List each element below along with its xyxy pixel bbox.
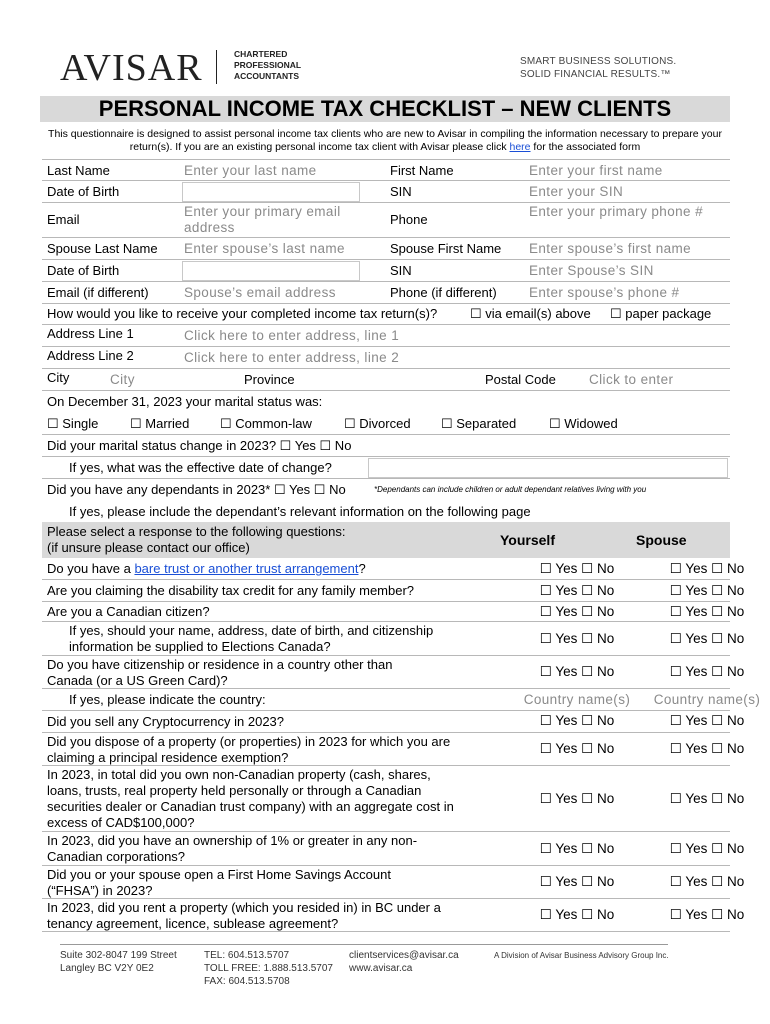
page-title: PERSONAL INCOME TAX CHECKLIST – NEW CLIENTS — [40, 96, 730, 122]
contact-links — [349, 949, 459, 975]
phone-numbers: TEL: 604.513.5707 TOLL FREE: 1.888.513.5707 FAX: 604.513.5708 — [204, 950, 333, 987]
spouse-yes-no[interactable]: ☐ Yes ☐ No — [669, 874, 745, 889]
widowed-checkbox[interactable]: ☐ Widowed — [549, 416, 618, 431]
yourself-yes-no[interactable]: ☐ Yes ☐ No — [539, 907, 615, 922]
question-row: Did you sell any Cryptocurrency in 2023? ☐ Yes ☐ No ☐ Yes ☐ No — [42, 711, 730, 733]
question-row: Did you dispose of a property (or properties) in 2023 for which you are claiming a principal residence exemption? ☐ Yes ☐ No ☐ Yes ☐ No — [42, 733, 730, 766]
spouse-yes-no[interactable]: ☐ Yes ☐ No — [669, 713, 745, 728]
question-row: In 2023, in total did you own non-Canadian property (cash, shares, loans, trusts, real property held personally or through a Canadian securities dealer or Canadian trust company) with an aggregate cost in excess of CAD$100,000? ☐ Yes ☐ No ☐ Yes ☐ No — [42, 766, 730, 832]
spouse-dob-input[interactable] — [182, 261, 360, 281]
spouse-yes-no[interactable]: ☐ Yes ☐ No — [669, 791, 745, 806]
yourself-yes-no[interactable]: ☐ Yes ☐ No — [539, 604, 615, 619]
bare-trust-link[interactable]: bare trust or another trust arrangement — [134, 561, 359, 576]
office-address: Suite 302-8047 199 Street Langley BC V2Y 0E2 — [60, 950, 177, 974]
question-row: If yes, please indicate the country: Country name(s) Country name(s) — [42, 689, 730, 711]
question-row: In 2023, did you have an ownership of 1% or greater in any non-Canadian corporations? ☐ Yes ☐ No ☐ Yes ☐ No — [42, 832, 730, 866]
yourself-yes-no[interactable]: ☐ Yes ☐ No — [539, 583, 615, 598]
married-checkbox[interactable]: ☐ Married — [130, 416, 190, 431]
address-line2-row: Address Line 2 Click here to enter address, line 2 — [42, 347, 730, 369]
question-row: Do you have citizenship or residence in a country other than Canada (or a US Green Card)? ☐ Yes ☐ No ☐ Yes ☐ No — [42, 656, 730, 689]
yourself-header: Yourself — [500, 532, 555, 548]
email-phone-row: Email Enter your primary email address Phone Enter your primary phone # — [42, 203, 730, 238]
email-input[interactable]: Enter your primary email address — [184, 204, 341, 235]
spouse-yes-no[interactable]: ☐ Yes ☐ No — [669, 604, 745, 619]
yourself-yes-no[interactable]: ☐ Yes ☐ No — [539, 664, 615, 679]
single-checkbox[interactable]: ☐ Single — [47, 416, 99, 431]
marital-change-checkboxes[interactable]: Did your marital status change in 2023? ☐ Yes ☐ No — [47, 438, 352, 453]
intro-text: This questionnaire is designed to assist personal income tax clients who are new to Avisar in compiling the information necessary to prepare your return(s). If you are an existing personal income tax client with Avisar please click here for the associated form — [48, 128, 722, 153]
spouse-first-name-input[interactable]: Enter spouse’s first name — [529, 241, 692, 256]
via-email-checkbox[interactable]: ☐ via email(s) above — [470, 306, 591, 321]
yourself-yes-no[interactable]: ☐ Yes ☐ No — [539, 791, 615, 806]
question-row: Are you a Canadian citizen? ☐ Yes ☐ No ☐ Yes ☐ No — [42, 602, 730, 622]
logo-divider — [216, 50, 217, 84]
spouse-yes-no[interactable]: ☐ Yes ☐ No — [669, 583, 745, 598]
spouse-yes-no[interactable]: ☐ Yes ☐ No — [669, 907, 745, 922]
question-row: If yes, should your name, address, date of birth, and citizenship information be supplied to Elections Canada? ☐ Yes ☐ No ☐ Yes ☐ No — [42, 622, 730, 656]
cpa-designation: CHARTERED PROFESSIONAL ACCOUNTANTS — [234, 49, 302, 81]
spouse-header: Spouse — [636, 532, 687, 548]
spouse-name-row: Spouse Last Name Enter spouse’s last name Spouse First Name Enter spouse’s first name — [42, 238, 730, 260]
yourself-yes-no[interactable]: ☐ Yes ☐ No — [539, 841, 615, 856]
spouse-dob-sin-row: Date of Birth SIN Enter Spouse’s SIN — [42, 260, 730, 282]
marital-question-row: On December 31, 2023 your marital status was: — [47, 394, 323, 409]
common-law-checkbox[interactable]: ☐ Common-law — [220, 416, 312, 431]
existing-client-link[interactable]: here — [509, 141, 531, 153]
yourself-country-input[interactable]: Country name(s) — [523, 692, 631, 707]
slogan: SMART BUSINESS SOLUTIONS. SOLID FINANCIAL RESULTS.™ — [520, 56, 677, 80]
dependants-info-row: If yes, please include the dependant’s relevant information on the following page — [69, 504, 531, 519]
spouse-country-input[interactable]: Country name(s) — [653, 692, 761, 707]
questions-header: Please select a response to the following questions: (if unsure please contact our office) Yourself Spouse — [42, 522, 730, 558]
yourself-yes-no[interactable]: ☐ Yes ☐ No — [539, 874, 615, 889]
marital-change-row — [42, 435, 730, 457]
last-name-input[interactable]: Enter your last name — [184, 163, 317, 178]
dob-input[interactable] — [182, 182, 360, 202]
letterhead — [60, 44, 720, 88]
spouse-yes-no[interactable]: ☐ Yes ☐ No — [669, 741, 745, 756]
dependants-row: Did you have any dependants in 2023* ☐ Yes ☐ No *Dependants can include children or adult dependant relatives living with you — [42, 479, 730, 501]
question-row: Are you claiming the disability tax credit for any family member? ☐ Yes ☐ No ☐ Yes ☐ No — [42, 580, 730, 602]
spouse-phone-input[interactable]: Enter spouse’s phone # — [529, 285, 680, 300]
spouse-last-name-input[interactable]: Enter spouse’s last name — [184, 241, 345, 256]
sin-input[interactable]: Enter your SIN — [529, 184, 624, 199]
change-date-input[interactable] — [368, 458, 728, 478]
question-row: In 2023, did you rent a property (which you resided in) in BC under a tenancy agreement, licence, sublease agreement? ☐ Yes ☐ No ☐ Yes ☐ No — [42, 899, 730, 932]
yourself-yes-no[interactable]: ☐ Yes ☐ No — [539, 561, 615, 576]
change-date-row: If yes, what was the effective date of change? — [42, 457, 730, 479]
avisar-logo: AVISAR — [60, 47, 203, 89]
spouse-yes-no[interactable]: ☐ Yes ☐ No — [669, 664, 745, 679]
page-footer — [60, 944, 669, 987]
spouse-sin-input[interactable]: Enter Spouse’s SIN — [529, 263, 654, 278]
city-input[interactable]: City — [110, 372, 135, 387]
spouse-yes-no[interactable]: ☐ Yes ☐ No — [669, 631, 745, 646]
yourself-yes-no[interactable]: ☐ Yes ☐ No — [539, 631, 615, 646]
last-first-name-row: Last Name Enter your last name First Name Enter your first name — [42, 159, 730, 181]
marital-options-row — [42, 413, 730, 435]
province-select[interactable]: Province — [244, 372, 295, 387]
divorced-checkbox[interactable]: ☐ Divorced — [344, 416, 411, 431]
address-line1-input[interactable]: Click here to enter address, line 1 — [184, 328, 400, 343]
question-row: Did you or your spouse open a First Home Savings Account (“FHSA”) in 2023? ☐ Yes ☐ No ☐ Yes ☐ No — [42, 866, 730, 899]
city-province-row: City City Province Postal Code Click to enter — [42, 369, 730, 391]
first-name-input[interactable]: Enter your first name — [529, 163, 663, 178]
address-line2-input[interactable]: Click here to enter address, line 2 — [184, 350, 400, 365]
postal-code-input[interactable]: Click to enter — [589, 372, 674, 387]
email-link[interactable]: clientservices@avisar.ca — [349, 950, 459, 961]
phone-input[interactable]: Enter your primary phone # — [529, 204, 703, 219]
address-line1-row: Address Line 1 Click here to enter address, line 1 — [42, 325, 730, 347]
spouse-email-phone-row: Email (if different) Spouse’s email address Phone (if different) Enter spouse’s phone # — [42, 282, 730, 304]
paper-package-checkbox[interactable]: ☐ paper package — [610, 306, 712, 321]
spouse-yes-no[interactable]: ☐ Yes ☐ No — [669, 561, 745, 576]
spouse-email-input[interactable]: Spouse’s email address — [184, 285, 336, 300]
spouse-yes-no[interactable]: ☐ Yes ☐ No — [669, 841, 745, 856]
separated-checkbox[interactable]: ☐ Separated — [441, 416, 517, 431]
dependants-checkboxes[interactable]: Did you have any dependants in 2023* ☐ Yes ☐ No — [47, 482, 346, 497]
website-link[interactable]: www.avisar.ca — [349, 963, 413, 974]
yourself-yes-no[interactable]: ☐ Yes ☐ No — [539, 713, 615, 728]
dob-sin-row: Date of Birth SIN Enter your SIN — [42, 181, 730, 203]
yourself-yes-no[interactable]: ☐ Yes ☐ No — [539, 741, 615, 756]
delivery-method-row: How would you like to receive your completed income tax return(s)? ☐ via email(s) above ☐ paper package — [42, 304, 730, 325]
question-row: Do you have a bare trust or another trust arrangement? ☐ Yes ☐ No ☐ Yes ☐ No — [42, 558, 730, 580]
division-note: A Division of Avisar Business Advisory Group Inc. — [494, 951, 669, 960]
